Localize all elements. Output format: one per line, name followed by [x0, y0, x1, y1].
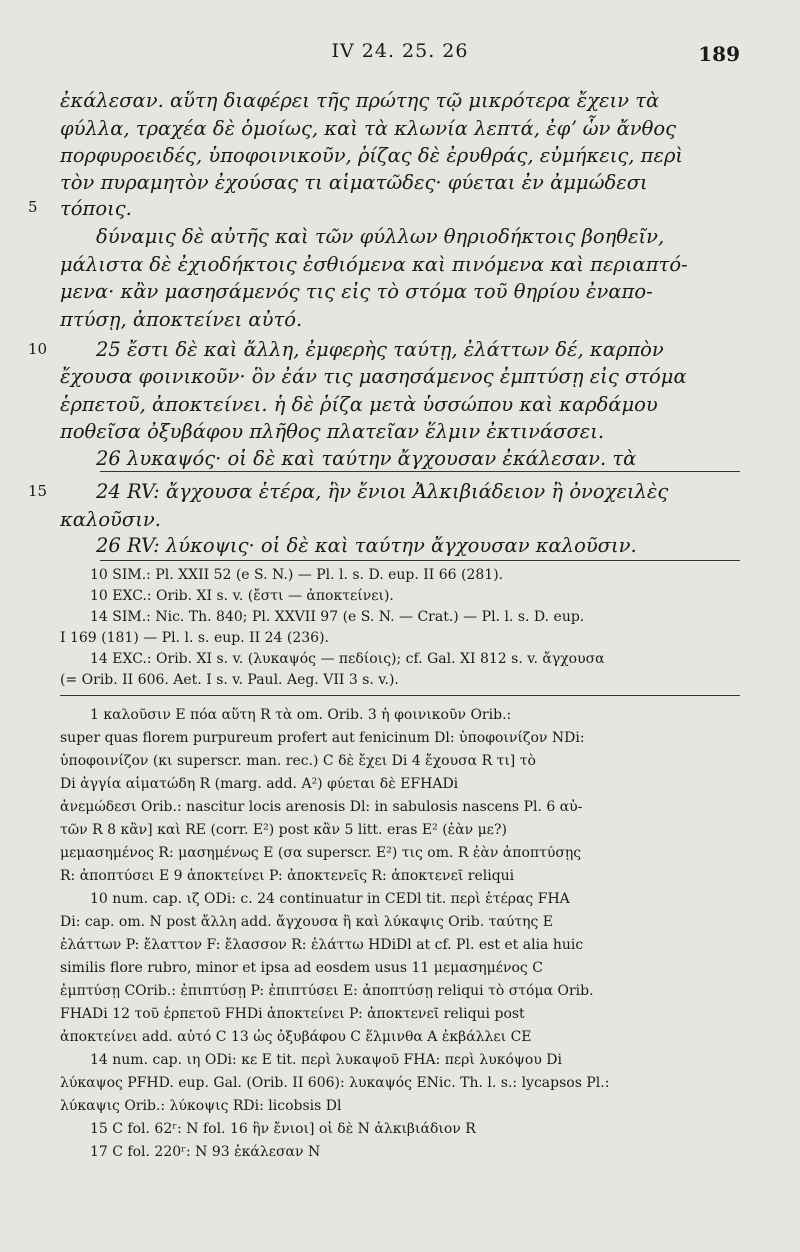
critical-line: super quas florem purpureum profert aut fenicinum Dl: ὑποφοινίζον NDi: [60, 730, 585, 746]
text-line: 26 RV: λύκοψις· οἱ δὲ καὶ ταύτην ἄγχουσαν καλοῦσιν. [96, 534, 637, 557]
page-number: 189 [698, 42, 740, 66]
critical-line: 15 C fol. 62ʳ: N fol. 16 ἣν ἔνιοι] οἱ δὲ N ἀλκιβιάδιον R [90, 1121, 476, 1137]
critical-line: λύκαψις Orib.: λύκοψις RDi: licobsis Dl [60, 1098, 342, 1114]
critical-line: FHADi 12 τοῦ ἑρπετοῦ FHDi ἀποκτείνει P: ἀποκτενεῖ reliqui post [60, 1006, 525, 1022]
text-line: ἑρπετοῦ, ἀποκτείνει. ἡ δὲ ῥίζα μετὰ ὑσσώπου καὶ καρδάμου [60, 393, 658, 416]
critical-line: λύκαψος PFHD. eup. Gal. (Orib. II 606): λυκαψός ENic. Th. l. s.: lycapsos Pl.: [60, 1075, 610, 1091]
critical-line: ἐμπτύσῃ COrib.: ἐπιπτύσῃ P: ἐπιπτύσει E: ἀποπτύσῃ reliqui τὸ στόμα Orib. [60, 983, 594, 999]
line-number: 10 [28, 340, 48, 358]
text-line: πτύσῃ, ἀποκτείνει αὐτό. [60, 308, 303, 331]
critical-line: Di ἀγγία αἱματώδη R (marg. add. A²) φύεται δὲ EFHADi [60, 776, 459, 792]
rule-separator [60, 695, 740, 696]
text-line: μάλιστα δὲ ἐχιοδήκτοις ἐσθιόμενα καὶ πινόμενα καὶ περιαπτό- [60, 253, 688, 276]
text-line: ποθεῖσα ὀξυβάφου πλῆθος πλατεῖαν ἕλμιν ἐκτινάσσει. [60, 420, 605, 443]
text-line: μενα· κἂν μασησάμενός τις εἰς τὸ στόμα τοῦ θηρίου ἐναπο- [60, 280, 653, 303]
apparatus-line: 14 EXC.: Orib. XI s. v. (λυκαψός — πεδίοις); cf. Gal. XI 812 s. v. ἄγχουσα [90, 651, 605, 667]
critical-line: τῶν R 8 κἂν] καὶ RE (corr. E²) post κἂν 5 litt. eras E² (ἐὰν με?) [60, 822, 507, 838]
critical-line: ὑποφοινίζον (κι superscr. man. rec.) C δὲ ἔχει Di 4 ἔχουσα R τι] τὸ [60, 753, 536, 769]
critical-line: μεμασημένος R: μασημένως E (σα superscr. E²) τις om. R ἐὰν ἀποπτύσῃς [60, 845, 582, 861]
running-head: IV 24. 25. 26 [331, 40, 469, 62]
text-line: ἐκάλεσαν. αὕτη διαφέρει τῆς πρώτης τῷ μικρότερα ἔχειν τὰ [60, 89, 660, 112]
critical-line: R: ἀποπτύσει E 9 ἀποκτείνει P: ἀποκτενεῖς R: ἀποκτενεῖ reliqui [60, 868, 515, 884]
line-number: 15 [28, 482, 48, 500]
critical-line: 1 καλοῦσιν E πόα αὕτη R τὰ om. Orib. 3 ἡ φοινικοῦν Orib.: [90, 707, 512, 723]
critical-line: similis flore rubro, minor et ipsa ad eosdem usus 11 μεμασημένος C [60, 960, 543, 976]
text-line: 25 ἔστι δὲ καὶ ἄλλη, ἐμφερὴς ταύτῃ, ἐλάττων δέ, καρπὸν [96, 338, 664, 361]
critical-line: 14 num. cap. ιη ODi: κε E tit. περὶ λυκαψοῦ FHA: περὶ λυκόψου Di [90, 1052, 562, 1068]
critical-line: ἐλάττων P: ἔλαττον F: ἔλασσον R: ἐλάττω HDiDl at cf. Pl. est et alia huic [60, 937, 584, 953]
critical-line: 10 num. cap. ιζ ODi: c. 24 continuatur in CEDl tit. περὶ ἑτέρας FHA [90, 891, 570, 907]
text-line: δύναμις δὲ αὐτῆς καὶ τῶν φύλλων θηριοδήκτοις βοηθεῖν, [96, 225, 665, 248]
apparatus-line: I 169 (181) — Pl. l. s. eup. II 24 (236). [60, 630, 329, 646]
text-line: πορφυροειδές, ὑποφοινικοῦν, ῥίζας δὲ ἐρυθράς, εὐμήκεις, περὶ [60, 144, 684, 167]
text-line: ἔχουσα φοινικοῦν· ὃν ἐάν τις μασησάμενος ἐμπτύσῃ εἰς στόμα [60, 365, 687, 388]
text-line: τὸν πυραμητὸν ἐχούσας τι αἱματῶδες· φύεται ἐν ἀμμώδεσι [60, 171, 648, 194]
text-line: 26 λυκαψός· οἱ δὲ καὶ ταύτην ἄγχουσαν ἐκάλεσαν. τὰ [96, 447, 637, 470]
text-line: καλοῦσιν. [60, 508, 161, 531]
apparatus-line: 10 EXC.: Orib. XI s. v. (ἔστι — ἀποκτείνει). [90, 588, 394, 604]
text-line: τόποις. [60, 197, 132, 220]
critical-line: 17 C fol. 220ʳ: N 93 ἐκάλεσαν N [90, 1144, 321, 1160]
apparatus-line: 14 SIM.: Nic. Th. 840; Pl. XXVII 97 (e S. N. — Crat.) — Pl. l. s. D. eup. [90, 609, 585, 625]
line-number: 5 [28, 198, 38, 216]
critical-line: ἀνεμώδεσι Orib.: nascitur locis arenosis Dl: in sabulosis nascens Pl. 6 αὐ- [60, 799, 583, 815]
critical-line: Di: cap. om. N post ἄλλη add. ἄγχουσα ἢ καὶ λύκαψις Orib. ταύτης E [60, 914, 553, 930]
rule-separator [100, 471, 740, 472]
page-header [60, 40, 740, 70]
text-line: 24 RV: ἄγχουσα ἑτέρα, ἣν ἔνιοι Ἀλκιβιάδειον ἢ ὀνοχειλὲς [96, 480, 669, 503]
text-line: φύλλα, τραχέα δὲ ὁμοίως, καὶ τὰ κλωνία λεπτά, ἐφʼ ὧν ἄνθος [60, 117, 677, 140]
apparatus-line: (= Orib. II 606. Aet. I s. v. Paul. Aeg. VII 3 s. v.). [60, 672, 399, 688]
rule-separator [100, 560, 740, 561]
critical-line: ἀποκτείνει add. αὐτό C 13 ὡς ὀξυβάφου C ἕλμινθα A ἐκβάλλει CE [60, 1029, 532, 1045]
apparatus-line: 10 SIM.: Pl. XXII 52 (e S. N.) — Pl. l. s. D. eup. II 66 (281). [90, 567, 504, 583]
